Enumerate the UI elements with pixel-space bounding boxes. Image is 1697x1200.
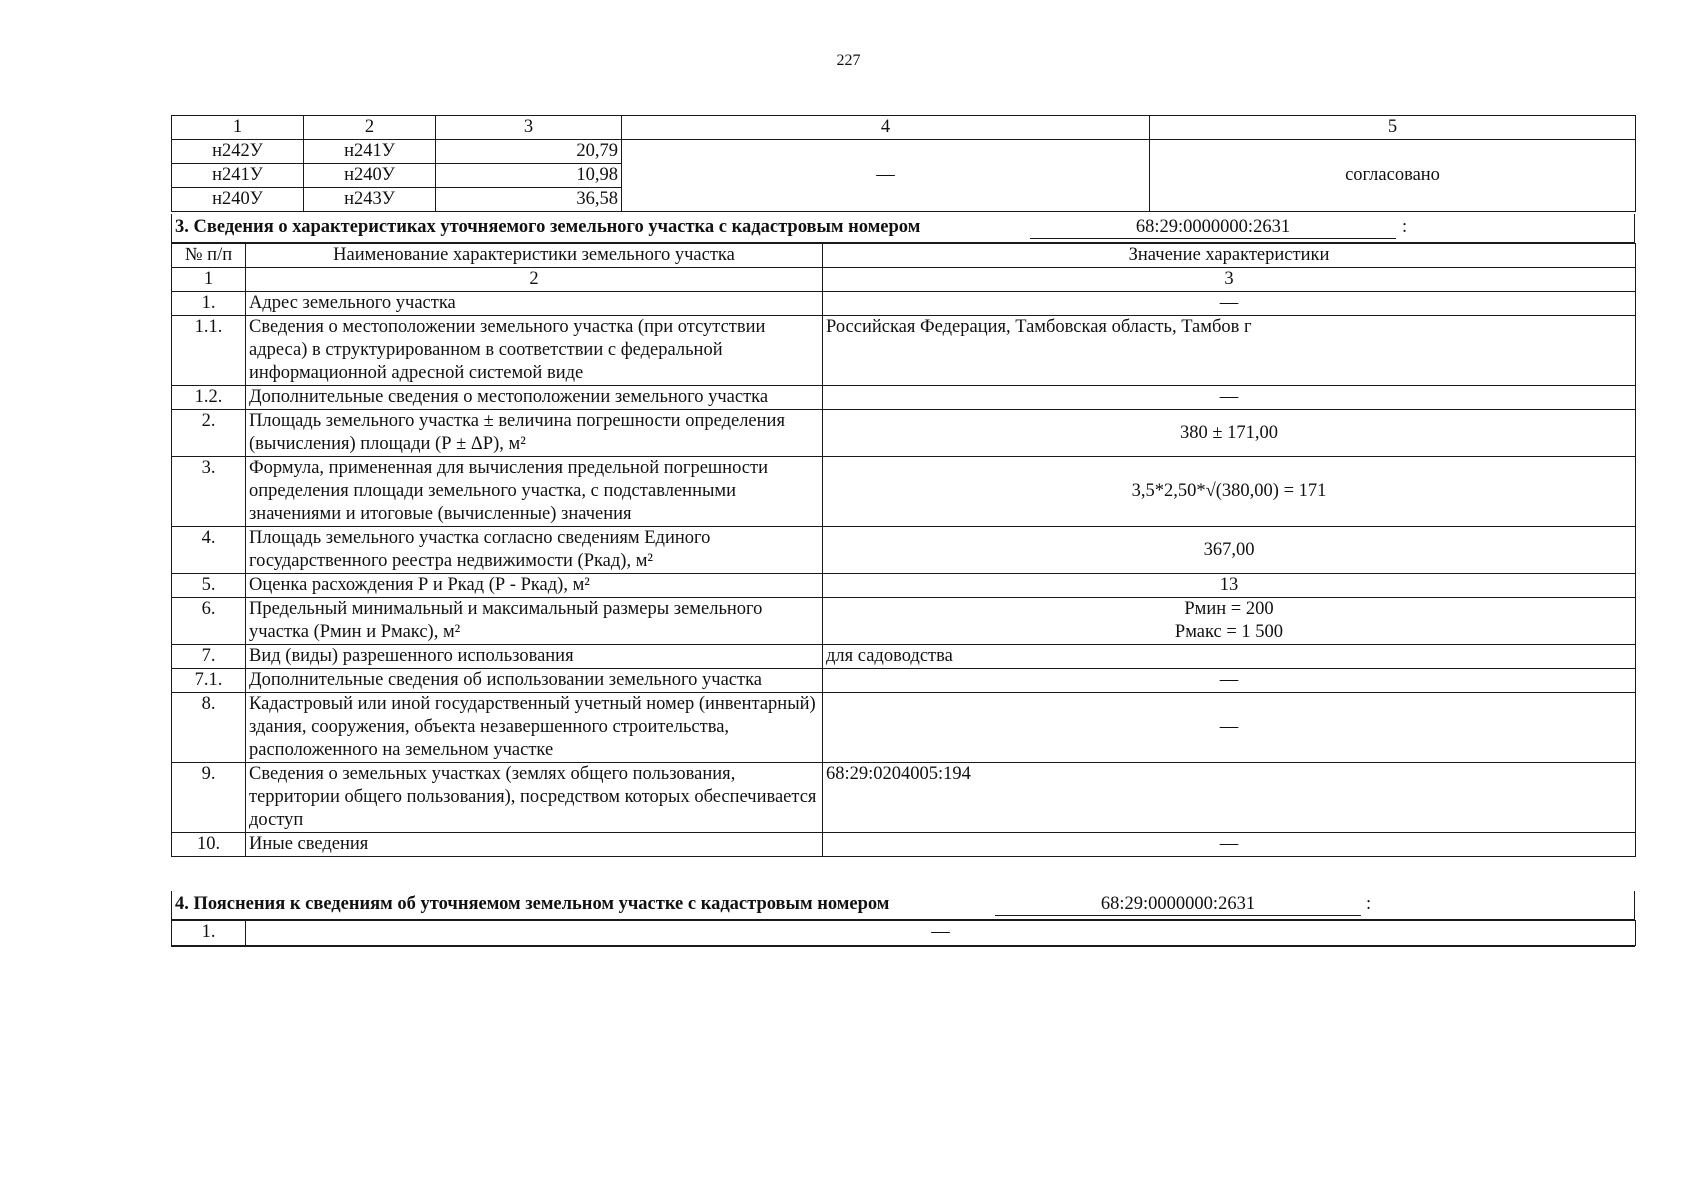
table-row [172,316,1636,386]
point-from: н240У [172,188,304,212]
characteristic-value: 380 ± 171,00 [823,410,1636,457]
header-cell: 5 [1150,116,1636,140]
characteristic-name: Иные сведения [246,833,823,857]
characteristic-value [823,598,1636,645]
characteristic-value: — [823,833,1636,857]
point-to: н243У [304,188,436,212]
section4-title: 4. Пояснения к сведениям об уточняемом земельном участке с кадастровым номером [175,894,890,914]
characteristics-table [171,243,1636,857]
table-bottom-rule [171,946,1635,947]
characteristic-name: Оценка расхождения Р и Ркад (Р - Ркад), м² [246,574,823,598]
row-number: 7.1. [172,669,246,693]
row-number: 1.2. [172,386,246,410]
section3-title: 3. Сведения о характеристиках уточняемого земельного участка с кадастровым номером [175,217,921,237]
page-number: 227 [836,52,861,69]
header-cell: 1 [172,116,304,140]
explanation-text: — [246,921,1636,946]
characteristic-name: Площадь земельного участка ± величина погрешности определения (вычисления) площади (Р ± ΔР), м² [246,410,823,457]
segment-length: 10,98 [436,164,622,188]
characteristic-name: Дополнительные сведения об использовании земельного участка [246,669,823,693]
row-number: 5. [172,574,246,598]
row-number: 2. [172,410,246,457]
characteristic-value: 367,00 [823,527,1636,574]
characteristic-value: — [823,386,1636,410]
area-min: Рмин = 200 [1184,599,1274,619]
table-row [172,763,1636,833]
table-row [172,669,1636,693]
point-to: н240У [304,164,436,188]
header-cell: 4 [622,116,1150,140]
segment-length: 36,58 [436,188,622,212]
table-row [172,833,1636,857]
characteristic-name: Предельный минимальный и максимальный размеры земельного участка (Рмин и Рмакс), м² [246,598,823,645]
table-row [172,574,1636,598]
explanations-table [171,920,1636,946]
table-row [172,598,1636,645]
index-row [172,268,1636,292]
section3-heading [171,214,1635,243]
table-row [172,693,1636,763]
characteristic-value: — [823,669,1636,693]
characteristic-name: Адрес земельного участка [246,292,823,316]
characteristic-value: 68:29:0204005:194 [823,763,1636,833]
header-cell: 2 [304,116,436,140]
index-cell: 1 [172,268,246,292]
table-row [172,645,1636,669]
table-row [172,527,1636,574]
table-header-row [172,244,1636,268]
point-from: н241У [172,164,304,188]
header-cell: № п/п [172,244,246,268]
point-to: н241У [304,140,436,164]
point-from: н242У [172,140,304,164]
segment-length: 20,79 [436,140,622,164]
row-number: 1. [172,292,246,316]
header-cell: Наименование характеристики земельного участка [246,244,823,268]
characteristic-name: Сведения о местоположении земельного участка (при отсутствии адреса) в структурированном в соответствии с федеральной информационной адресной системой виде [246,316,823,386]
characteristic-value: для садоводства [823,645,1636,669]
section4-cadastral-number: 68:29:0000000:2631 [995,891,1361,916]
characteristic-value: Российская Федерация, Тамбовская область, Тамбов г [823,316,1636,386]
index-cell: 3 [823,268,1636,292]
characteristic-value: — [823,292,1636,316]
characteristic-name: Кадастровый или иной государственный учетный номер (инвентарный) здания, сооружения, объекта незавершенного строительства, расположенного на земельном участке [246,693,823,763]
characteristic-name: Сведения о земельных участках (землях общего пользования, территории общего пользования), посредством которых обеспечивается доступ [246,763,823,833]
section3-colon: : [1402,217,1408,237]
characteristic-value: — [823,693,1636,763]
row-number: 6. [172,598,246,645]
section3-cadastral-number: 68:29:0000000:2631 [1030,214,1396,239]
row-number: 1.1. [172,316,246,386]
table-row [172,457,1636,527]
table-row [172,921,1636,946]
section4-colon: : [1366,894,1372,914]
row-number: 4. [172,527,246,574]
approval-status: согласовано [1150,140,1636,212]
characteristic-name: Формула, примененная для вычисления предельной погрешности определения площади земельного участка, с подставленными значениями и итоговые (вычисленные) значения [246,457,823,527]
row-number: 8. [172,693,246,763]
table-row [172,292,1636,316]
characteristic-name: Площадь земельного участка согласно сведениям Единого государственного реестра недвижимости (Ркад), м² [246,527,823,574]
section4-heading [171,891,1635,920]
header-cell: 3 [436,116,622,140]
row-number: 9. [172,763,246,833]
area-max: Рмакс = 1 500 [1174,622,1284,642]
table-row [172,410,1636,457]
characteristic-name: Вид (виды) разрешенного использования [246,645,823,669]
boundary-parts-table [171,115,1636,212]
characteristic-name: Дополнительные сведения о местоположении земельного участка [246,386,823,410]
characteristic-value: 13 [823,574,1636,598]
table-row [172,140,1636,164]
characteristic-value: 3,5*2,50*√(380,00) = 171 [823,457,1636,527]
row-number: 3. [172,457,246,527]
row-number: 1. [172,921,246,946]
col4-value: — [622,140,1150,212]
row-number: 10. [172,833,246,857]
table-header-row [172,116,1636,140]
row-number: 7. [172,645,246,669]
index-cell: 2 [246,268,823,292]
table-row [172,386,1636,410]
header-cell: Значение характеристики [823,244,1636,268]
